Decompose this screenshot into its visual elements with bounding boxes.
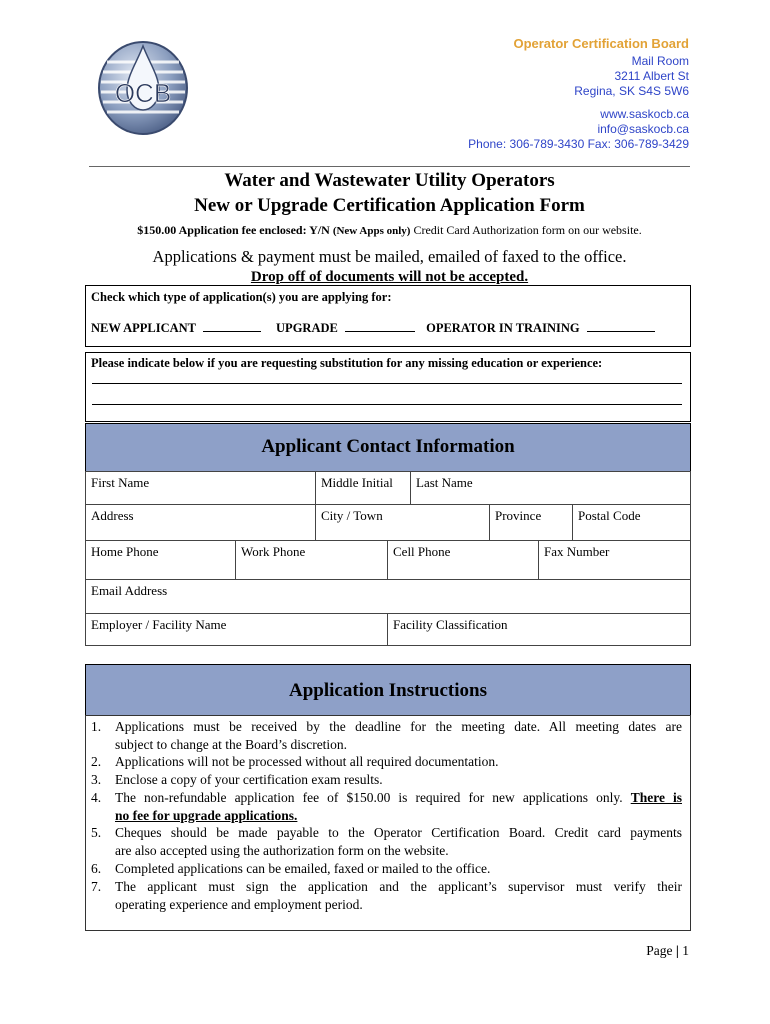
- application-type-box: [85, 285, 691, 347]
- employer-label: Employer / Facility Name: [91, 617, 227, 632]
- field-first-name[interactable]: [85, 471, 316, 505]
- substitution-line-2[interactable]: [92, 404, 682, 405]
- field-city-town[interactable]: [315, 504, 490, 541]
- ocb-logo: [97, 40, 189, 136]
- header-divider: [89, 166, 690, 167]
- instruction-item: 4. The non-refundable application fee of $150.00 is required for new applications only. There is no fee for upgrade applications.: [91, 790, 682, 823]
- field-employer[interactable]: [85, 613, 388, 646]
- org-website-link[interactable]: www.saskocb.ca: [600, 107, 689, 121]
- instructions-heading: Application Instructions: [85, 664, 691, 716]
- option-new-applicant-blank[interactable]: [203, 321, 261, 332]
- substitution-prompt: Please indicate below if you are requesting substitution for any missing education or experience:: [91, 356, 603, 370]
- form-title-line1: Water and Wastewater Utility Operators: [224, 170, 555, 191]
- field-address[interactable]: [85, 504, 316, 541]
- substitution-box: [85, 352, 691, 422]
- fee-line: [89, 222, 690, 239]
- home-phone-label: Home Phone: [91, 544, 159, 559]
- instruction-item: 7. The applicant must sign the application and the applicant’s supervisor must verify their operating experience and employment period.: [91, 879, 682, 912]
- email-label: Email Address: [91, 583, 168, 598]
- fee-credit-card-note: Credit Card Authorization form on our website.: [410, 223, 642, 237]
- org-city-line: Regina, SK S4S 5W6: [574, 84, 689, 98]
- fee-bold: $150.00 Application fee enclosed: Y/N: [137, 223, 330, 237]
- field-middle-initial[interactable]: [315, 471, 411, 505]
- instruction-item: 1. Applications must be received by the deadline for the meeting date. All meeting dates are subject to change at the Board’s discretion.: [91, 719, 682, 752]
- mail-notice: Applications & payment must be mailed, emailed of faxed to the office.: [152, 247, 627, 266]
- field-postal-code[interactable]: [572, 504, 691, 541]
- fax-number-label: Fax Number: [544, 544, 610, 559]
- option-upgrade-blank[interactable]: [345, 321, 415, 332]
- option-upgrade-label: UPGRADE: [276, 321, 338, 335]
- last-name-label: Last Name: [416, 475, 473, 490]
- org-name: Operator Certification Board: [513, 36, 689, 51]
- field-facility-class[interactable]: [387, 613, 691, 646]
- field-email[interactable]: [85, 579, 691, 614]
- address-label: Address: [91, 508, 134, 523]
- city-town-label: City / Town: [321, 508, 383, 523]
- application-type-options: [91, 321, 655, 335]
- option-oit-label: OPERATOR IN TRAINING: [426, 321, 580, 335]
- option-oit-blank[interactable]: [587, 321, 655, 332]
- page-number: Page | 1: [646, 943, 689, 958]
- field-last-name[interactable]: [410, 471, 691, 505]
- page-label: Page: [646, 943, 673, 958]
- field-work-phone[interactable]: [235, 540, 388, 580]
- postal-code-label: Postal Code: [578, 508, 641, 523]
- substitution-line-1[interactable]: [92, 383, 682, 384]
- org-mail-room: Mail Room: [631, 54, 689, 68]
- application-type-prompt: Check which type of application(s) you are applying for:: [91, 290, 392, 304]
- cell-phone-label: Cell Phone: [393, 544, 451, 559]
- province-label: Province: [495, 508, 542, 523]
- instructions-box: 1. Applications must be received by the deadline for the meeting date. All meeting dates are subject to change at the Board’s discretion. 2. Applications will not be processed without all required documentation. 3. Enclose a copy of your certification exam results. 4. The non-refundable application fee of $150.00 is required for new applications only. There is no fee for upgrade applications. 5. Cheques should be made payable to the Operator Certification Board. Credit card payments are also accepted using the authorization form on the website. 6. Completed applications can be emailed, faxed or mailed to the office. 7. The applicant must sign the application and the applicant’s supervisor must verify their operating experience and employment period.: [85, 715, 691, 931]
- form-title-line2: New or Upgrade Certification Application Form: [194, 195, 585, 216]
- field-fax-number[interactable]: [538, 540, 691, 580]
- field-home-phone[interactable]: [85, 540, 236, 580]
- contact-heading: Applicant Contact Information: [85, 423, 691, 472]
- org-phone-fax: Phone: 306-789-3430 Fax: 306-789-3429: [468, 137, 689, 151]
- dropoff-notice: Drop off of documents will not be accepted.: [250, 269, 529, 285]
- field-cell-phone[interactable]: [387, 540, 539, 580]
- page-number-value: 1: [682, 943, 689, 958]
- work-phone-label: Work Phone: [241, 544, 306, 559]
- logo-text: OCB: [114, 78, 172, 108]
- first-name-label: First Name: [91, 475, 150, 490]
- field-province[interactable]: [489, 504, 573, 541]
- org-street: 3211 Albert St: [614, 69, 689, 83]
- middle-initial-label: Middle Initial: [321, 475, 393, 490]
- facility-class-label: Facility Classification: [393, 617, 508, 632]
- instruction-item: 5. Cheques should be made payable to the Operator Certification Board. Credit card payments are also accepted using the authorization form on the website.: [91, 825, 682, 858]
- org-email-link[interactable]: info@saskocb.ca: [597, 122, 689, 136]
- option-new-applicant-label: NEW APPLICANT: [91, 321, 196, 335]
- fee-new-apps-only: (New Apps only): [332, 225, 411, 237]
